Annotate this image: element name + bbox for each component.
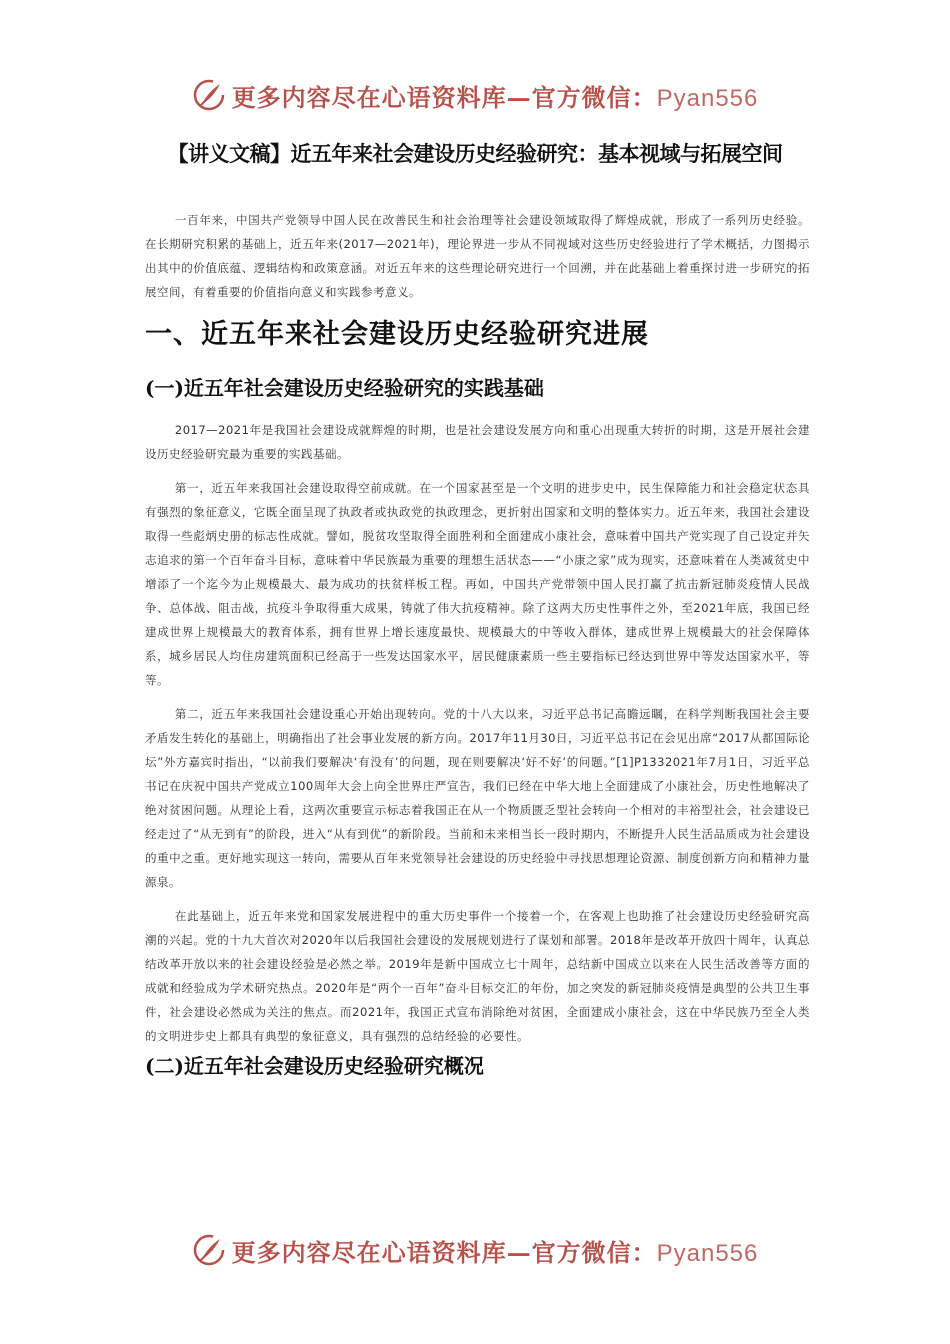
quill-logo-icon xyxy=(192,78,226,112)
body-paragraph: 第二，近五年来我国社会建设重心开始出现转向。党的十八大以来，习近平总书记高瞻远瞩，在科学判断我国社会主要矛盾发生转化的基础上，明确指出了社会事业发展的新方向。2017年11月30日，习近平总书记在会见出席“2017从都国际论坛”外方嘉宾时指出，“以前我们要解决‘有没有’的问题，现在则要解决‘好不好’的问题。”[1]P1332021年7月1日，习近平总书记在庆祝中国共产党成立100周年大会上向全世界庄严宣告，我们已经在中华大地上全面建成了小康社会，历史性地解决了绝对贫困问题。从理论上看，这两次重要宣示标志着我国正在从一个物质匮乏型社会转向一个相对的丰裕型社会，社会建设已经走过了“从无到有”的阶段，进入“从有到优”的新阶段。当前和未来相当长一段时期内，不断提升人民生活品质成为社会建设的重中之重。更好地实现这一转向，需要从百年来党领导社会建设的历史经验中寻找思想理论资源、制度创新方向和精神力量源泉。 xyxy=(145,707,810,889)
watermark-text: 更多内容尽在心语资料库—官方微信：Pyan556 xyxy=(231,1237,759,1267)
document-title: 【讲义文稿】近五年来社会建设历史经验研究：基本视域与拓展空间 xyxy=(167,142,783,166)
watermark-text: 更多内容尽在心语资料库—官方微信：Pyan556 xyxy=(231,82,759,112)
body-paragraph: 在此基础上，近五年来党和国家发展进程中的重大历史事件一个接着一个，在客观上也助推了社会建设历史经验研究高潮的兴起。党的十九大首次对2020年以后我国社会建设的发展规划进行了谋划和部署。2018年是改革开放四十周年，认真总结改革开放以来的社会建设经验是必然之举。2019年是新中国成立七十周年，总结新中国成立以来在人民生活改善等方面的成就和经验成为学术研究热点。2020年是“两个一百年”奋斗目标交汇的年份，加之突发的新冠肺炎疫情是典型的公共卫生事件，社会建设必然成为关注的焦点。而2021年，我国正式宣布消除绝对贫困，全面建成小康社会，这在中华民族乃至全人类的文明进步史上都具有典型的象征意义，具有强烈的总结经验的必要性。 xyxy=(145,909,810,1043)
abstract-paragraph: 一百年来，中国共产党领导中国人民在改善民生和社会治理等社会建设领域取得了辉煌成就，形成了一系列历史经验。在长期研究积累的基础上，近五年来(2017—2021年)，理论界进一步从不同视域对这些历史经验进行了学术概括，力图揭示出其中的价值底蕴、逻辑结构和政策意涵。对近五年来的这些理论研究进行一个回溯，并在此基础上着重探讨进一步研究的拓展空间，有着重要的价值指向意义和实践参考意义。 xyxy=(145,213,810,299)
footer-watermark xyxy=(0,1230,950,1270)
body-paragraph: 2017—2021年是我国社会建设成就辉煌的时期，也是社会建设发展方向和重心出现重大转折的时期，这是开展社会建设历史经验研究最为重要的实践基础。 xyxy=(145,423,810,461)
subsection-1-body xyxy=(145,418,810,1048)
quill-logo-icon xyxy=(192,1233,226,1267)
section-1-heading: 一、近五年来社会建设历史经验研究进展 xyxy=(145,319,649,350)
body-paragraph: 第一，近五年来我国社会建设取得空前成就。在一个国家甚至是一个文明的进步史中，民生保障能力和社会稳定状态具有强烈的象征意义，它既全面呈现了执政者或执政党的执政理念，更折射出国家和文明的整体实力。近五年来，我国社会建设取得一些彪炳史册的标志性成就。譬如，脱贫攻坚取得全面胜利和全面建成小康社会，意味着中国共产党实现了自己设定并矢志追求的第一个百年奋斗目标，意味着中华民族最为重要的理想生活状态——“小康之家”成为现实，还意味着在人类减贫史中增添了一个迄今为止规模最大、最为成功的扶贫样板工程。再如，中国共产党带领中国人民打赢了抗击新冠肺炎疫情人民战争、总体战、阻击战，抗疫斗争取得重大成果，铸就了伟大抗疫精神。除了这两大历史性事件之外，至2021年底，我国已经建成世界上规模最大的教育体系，拥有世界上增长速度最快、规模最大的中等收入群体，建成世界上规模最大的社会保障体系，城乡居民人均住房建筑面积已经高于一些发达国家水平，居民健康素质一些主要指标已经达到世界中等发达国家水平，等等。 xyxy=(145,481,810,687)
header-watermark xyxy=(0,75,950,115)
abstract-block xyxy=(145,208,810,304)
subsection-1-heading: (一)近五年社会建设历史经验研究的实践基础 xyxy=(145,376,544,400)
subsection-2-heading: (二)近五年社会建设历史经验研究概况 xyxy=(145,1054,484,1078)
